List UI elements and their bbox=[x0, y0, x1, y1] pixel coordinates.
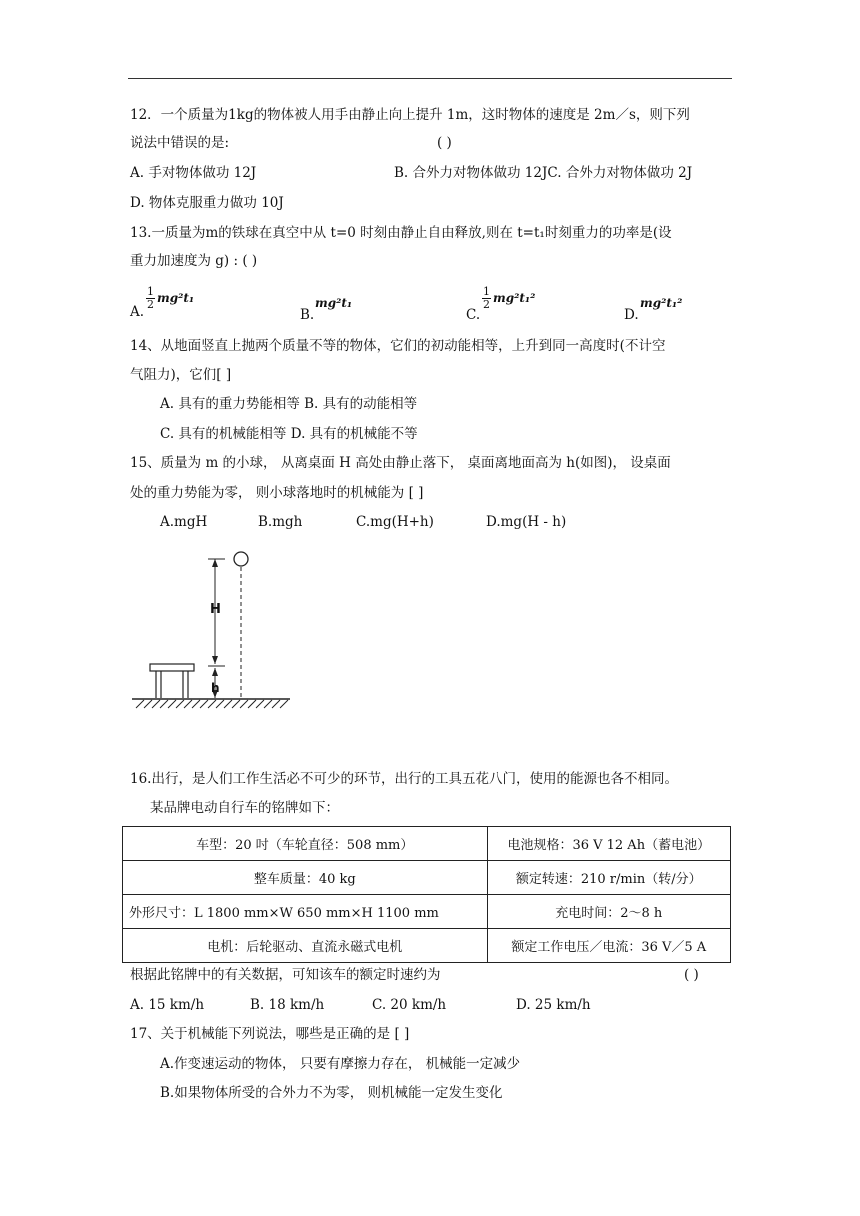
q12-answer-paren: ( ) bbox=[437, 135, 452, 151]
q17-stem: 17、关于机械能下列说法，哪些是正确的是 [ ] bbox=[130, 1026, 410, 1042]
table-cell: 外形尺寸：L 1800 mm×W 650 mm×H 1100 mm bbox=[123, 895, 488, 929]
q14-stem-line1: 14、从地面竖直上抛两个质量不等的物体，它们的初动能相等，上升到同一高度时(不计空 bbox=[130, 338, 666, 354]
fraction-denominator: 2 bbox=[483, 298, 490, 311]
q12-option-bc: B. 合外力对物体做功 12JC. 合外力对物体做功 2J bbox=[394, 165, 693, 181]
q16-answer-paren: ( ) bbox=[684, 967, 699, 983]
q16-option-d: D. 25 km/h bbox=[516, 997, 591, 1013]
q15-option-b: B.mgh bbox=[258, 514, 303, 530]
arrowhead bbox=[212, 668, 218, 676]
q12-option-d: D. 物体克服重力做功 10J bbox=[130, 195, 284, 211]
q17-option-a: A.作变速运动的物体， 只要有摩擦力存在， 机械能一定减少 bbox=[160, 1056, 521, 1072]
q13-option-d-formula: mg²t₁² bbox=[640, 296, 683, 310]
arrowhead bbox=[212, 656, 218, 664]
q13-stem-line1: 13.一质量为m的铁球在真空中从 t=0 时刻由静止自由释放,则在 t=t₁时刻重力的功率是(设 bbox=[130, 225, 672, 241]
table-cell: 充电时间：2～8 h bbox=[487, 895, 730, 929]
q16-stem-line2: 某品牌电动自行车的铭牌如下： bbox=[150, 800, 339, 816]
table-top bbox=[150, 664, 194, 671]
q15-stem-line2: 处的重力势能为零， 则小球落地时的机械能为 [ ] bbox=[130, 485, 424, 501]
q15-stem-line1: 15、质量为 m 的小球， 从离桌面 H 高处由静止落下， 桌面离地面高为 h(如图)， 设桌面 bbox=[130, 455, 671, 471]
q13-option-a-label: A. bbox=[130, 304, 145, 320]
table-row bbox=[123, 895, 731, 929]
q12-stem-line1: 12．一个质量为1kg的物体被人用手由静止向上提升 1m，这时物体的速度是 2m／s，则下列 bbox=[130, 107, 690, 123]
formula-expression: mg²t₁² bbox=[493, 291, 536, 305]
q16-question: 根据此铭牌中的有关数据，可知该车的额定时速约为 bbox=[130, 967, 441, 983]
fraction bbox=[482, 286, 491, 311]
q16-option-b: B. 18 km/h bbox=[250, 997, 325, 1013]
q12-option-a: A. 手对物体做功 12J bbox=[130, 165, 257, 181]
q13-option-a-formula bbox=[146, 286, 194, 311]
q13-option-c-label: C. bbox=[466, 307, 481, 323]
q16-option-a: A. 15 km/h bbox=[130, 997, 205, 1013]
fraction-numerator: 1 bbox=[483, 285, 490, 298]
q15-option-d: D.mg(H - h) bbox=[486, 514, 567, 530]
table-cell: 整车质量：40 kg bbox=[123, 861, 488, 895]
table-row bbox=[123, 827, 731, 861]
q13-stem-line2: 重力加速度为 g) : ( ) bbox=[130, 253, 258, 269]
table-cell: 额定转速：210 r/min（转/分） bbox=[487, 861, 730, 895]
q13-option-c-formula bbox=[482, 286, 535, 311]
q16-option-c: C. 20 km/h bbox=[372, 997, 447, 1013]
fraction-denominator: 2 bbox=[147, 298, 154, 311]
header-rule bbox=[128, 78, 732, 79]
q14-options-cd: C. 具有的机械能相等 D. 具有的机械能不等 bbox=[160, 426, 418, 442]
table-row bbox=[123, 861, 731, 895]
formula-expression: mg²t₁ bbox=[157, 291, 195, 305]
q13-option-b-label: B. bbox=[300, 307, 315, 323]
q16-stem-line1: 16.出行，是人们工作生活必不可少的环节，出行的工具五花八门，使用的能源也各不相同。 bbox=[130, 771, 678, 787]
fraction-numerator: 1 bbox=[147, 285, 154, 298]
table-row bbox=[123, 929, 731, 963]
falling-ball-figure bbox=[128, 545, 298, 720]
label-h: h bbox=[211, 681, 220, 695]
q17-option-b: B.如果物体所受的合外力不为零， 则机械能一定发生变化 bbox=[160, 1085, 503, 1101]
ground-hatching bbox=[136, 700, 288, 708]
table-cell: 额定工作电压／电流：36 V／5 A bbox=[487, 929, 730, 963]
label-H: H bbox=[210, 602, 221, 617]
q12-stem-line2: 说法中错误的是: bbox=[130, 135, 230, 151]
q14-options-ab: A. 具有的重力势能相等 B. 具有的动能相等 bbox=[160, 396, 418, 412]
fraction bbox=[146, 286, 155, 311]
table-cell: 电机：后轮驱动、直流永磁式电机 bbox=[123, 929, 488, 963]
nameplate-table bbox=[122, 826, 731, 963]
table-cell: 电池规格：36 V 12 Ah（蓄电池） bbox=[487, 827, 730, 861]
q15-option-a: A.mgH bbox=[160, 514, 208, 530]
q14-stem-line2: 气阻力)，它们[ ] bbox=[130, 367, 232, 383]
ball bbox=[234, 552, 248, 566]
q13-option-d-label: D. bbox=[624, 307, 639, 323]
q13-option-b-formula: mg²t₁ bbox=[315, 296, 353, 310]
q15-option-c: C.mg(H+h) bbox=[356, 514, 434, 530]
arrowhead bbox=[212, 559, 218, 567]
table-cell: 车型：20 吋（车轮直径：508 mm） bbox=[123, 827, 488, 861]
